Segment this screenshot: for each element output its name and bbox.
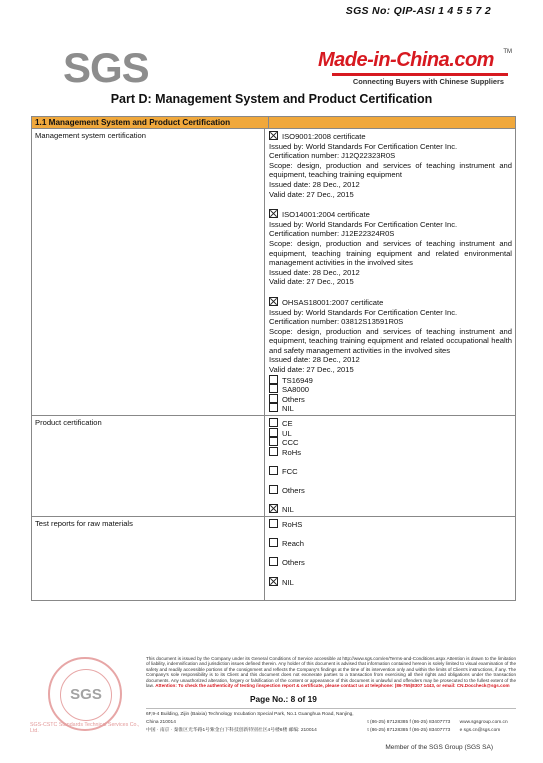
option-fcc: FCC [269,466,512,476]
checkbox-icon[interactable] [269,557,278,566]
certification-table [31,116,516,601]
checkbox-icon[interactable] [269,538,278,547]
address-block [146,711,516,735]
cert-issuer: Issued by: World Standards For Certification Center Inc. [269,219,458,229]
cert-number: Certification number: J12E22324R0S [269,229,395,239]
table-header-label: 1.1 Management System and Product Certification [32,117,269,128]
row-label: Product certification [32,416,265,516]
checkbox-icon[interactable] [269,418,278,427]
address-cn: 中国 · 南京 · 秦淮区光华路1号紫金白下科技创新特别社区4号楼6楼 邮编: 210014 [146,728,317,733]
option-others: Others [269,485,512,495]
checkbox-icon[interactable] [269,437,278,446]
option-reach: Reach [269,538,512,548]
cert-issued-date: Issued date: 28 Dec., 2012 [269,355,360,365]
mic-tm: TM [503,49,512,55]
option-others: Others [269,394,512,404]
checkbox-icon[interactable] [269,485,278,494]
option-rohs: RoHS [269,519,512,529]
row-value [265,416,515,516]
cert-number: Certification number: J12Q22323R0S [269,151,396,161]
checkbox-icon[interactable] [269,428,278,437]
legal-text: This document is issued by the Company under its General Conditions of Service accessible at http://www.sgs.com/en/Terms-and-Conditions.aspx Attention is drawn to the limitation of liability, indemnification and jurisdiction issues defined therein. Any holder of this document is advised that information contained hereon is solely limited to visual examination of the safety and readily accessible portions of the consignment and reflects the Company's findings at the time of its intervention only and within the limits of Client's instructions, if any. The Company's sole responsibility is to its Client and this document does not exonerate parties to a transaction from exercising all their rights and obligations under the transaction documents. Any unauthorized alteration, forgery or falsification of the content or appearance of this document is unlawful and offenders may be prosecuted to the fullest extent of the law. Attention: To check the authenticity of testing /inspection report & certificate, please contact us at telephone: (86-755)8307 1443, or email: CN.Doccheck@sgs.com [146,656,516,689]
cert-valid-date: Valid date: 27 Dec., 2015 [269,365,354,375]
checkbox-icon[interactable] [269,403,278,412]
row-value [265,517,515,600]
cert-issued-date: Issued date: 28 Dec., 2012 [269,179,360,189]
checkbox-icon[interactable] [269,519,278,528]
option-nil: NIL [269,403,512,413]
website-link[interactable]: www.sgsgroup.com.cn [459,720,508,725]
option-ce: CE [269,418,512,428]
checkbox-icon[interactable] [269,394,278,403]
mic-underline [332,73,508,76]
certificate-block [269,131,512,199]
checked-box-icon[interactable] [269,577,278,586]
cert-scope: Scope: design, production and services of teaching instrument and equipment, teaching training equipment and related occupational health and safety management activities in the involved sites [269,326,512,355]
table-header [32,117,515,129]
sgs-stamp [48,657,122,731]
table-row [32,517,515,600]
certificate-block [269,297,512,375]
row-label: Test reports for raw materials [32,517,265,600]
cert-number: Certification number: 03812S13591R0S [269,317,404,327]
checkbox-icon[interactable] [269,384,278,393]
page-title: Part D: Management System and Product Certification [110,92,433,106]
option-rohs: RoHs [269,447,512,457]
checkbox-icon[interactable] [269,447,278,456]
cert-scope: Scope: design, production and services of teaching instrument and equipment, teaching training equipment [269,160,512,180]
certificate-block [269,209,512,287]
option-nil: NIL [269,504,512,514]
cert-issuer: Issued by: World Standards For Certification Center Inc. [269,307,458,317]
cert-title: ISO14001:2004 certificate [269,209,512,220]
mic-name: Made-in-China.com [318,49,494,71]
footer-divider [146,708,516,709]
made-in-china-logo [318,49,512,86]
cert-scope: Scope: design, production and services of teaching instrument and equipment, teaching training equipment and related environmental management activities in the involved sites [269,238,512,268]
cert-issuer: Issued by: World Standards For Certification Center Inc. [269,141,458,151]
address-en: 6F,9-4 Building, Zijin (Baixia) Technology Incubation Special Park, No.1 Guanghua Road, Nanjing, China 210014 [146,712,354,725]
cert-issued-date: Issued date: 28 Dec., 2012 [269,267,360,277]
phone-1: t (86-25) 87128385 f (86-25) 83407773 [367,720,451,725]
cert-title: ISO9001:2008 certificate [269,131,512,142]
sgs-logo: SGS [63,44,149,91]
table-row [32,129,515,416]
page-number: Page No.: 8 of 19 [250,694,317,704]
phone-2: t (86-25) 87128385 f (86-25) 83407773 [367,728,451,733]
footer [30,652,516,752]
checkbox-icon[interactable] [269,466,278,475]
row-label: Management system certification [32,129,265,415]
sgs-number: SGS No: QIP-ASI 1 4 5 5 7 2 [345,5,491,17]
mic-tagline: Connecting Buyers with Chinese Suppliers [352,77,504,86]
option-ccc: CCC [269,437,512,447]
cert-valid-date: Valid date: 27 Dec., 2015 [269,189,354,199]
checked-box-icon[interactable] [269,504,278,513]
checked-box-icon[interactable] [269,131,278,140]
option-ul: UL [269,428,512,438]
option-others: Others [269,557,512,567]
option-ts16949: TS16949 [269,375,512,385]
row-value [265,129,515,415]
cert-valid-date: Valid date: 27 Dec., 2015 [269,277,354,287]
checked-box-icon[interactable] [269,209,278,218]
email-link[interactable]: e sgs.cn@sgs.com [459,728,501,733]
member-text: Member of the SGS Group (SGS SA) [385,744,493,751]
stamp-caption: SGS-CSTC Standards Technical Services Co., Ltd. [30,722,140,734]
attention-text: Attention: To check the authenticity of testing /inspection report & certificate, please contact us at telephone: (86-755)8307 1443, or email: CN.Doccheck@sgs.com [155,683,510,689]
checkbox-icon[interactable] [269,375,278,384]
option-sa8000: SA8000 [269,384,512,394]
checked-box-icon[interactable] [269,297,278,306]
cert-title: OHSAS18001:2007 certificate [269,297,512,308]
stamp-inner: SGS [60,669,112,721]
table-row [32,416,515,517]
option-nil: NIL [269,577,512,587]
